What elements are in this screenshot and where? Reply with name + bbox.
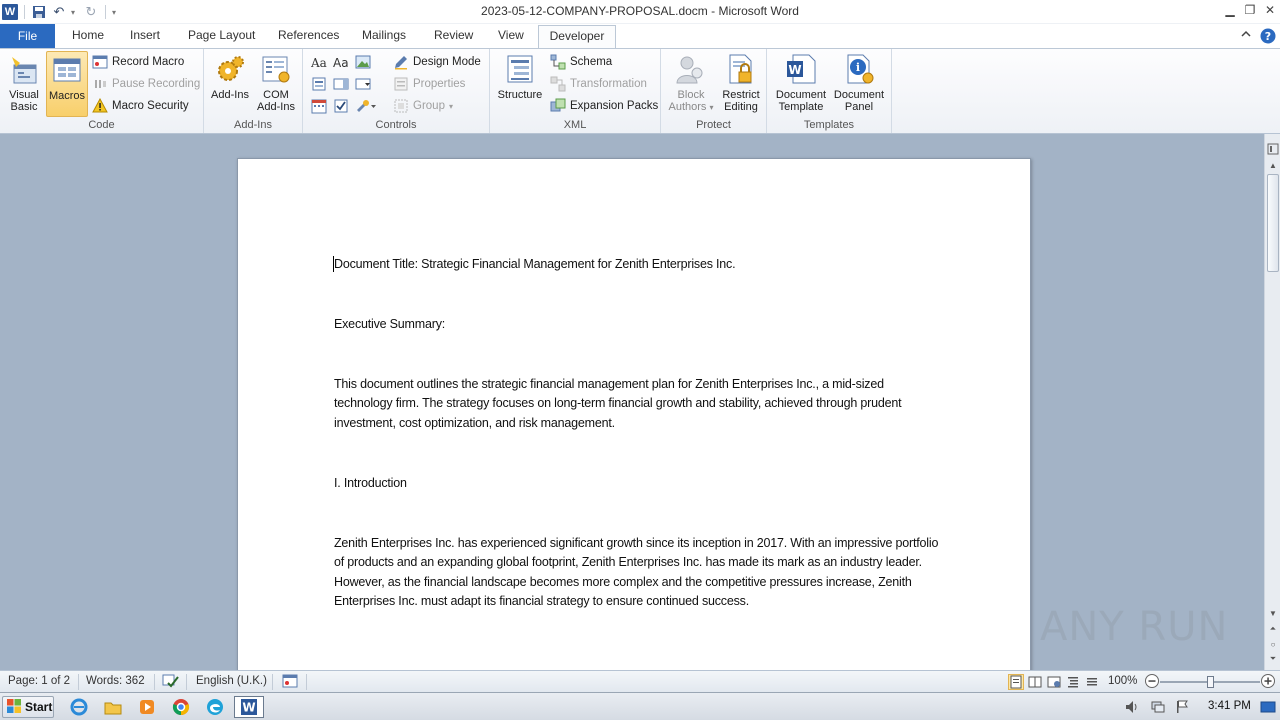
document-template-button[interactable] xyxy=(773,51,829,115)
group-label: Group xyxy=(413,100,445,112)
print-layout-icon[interactable] xyxy=(1008,674,1024,690)
macros-icon xyxy=(51,54,83,86)
schema-icon xyxy=(550,54,566,70)
scroll-thumb[interactable] xyxy=(1267,174,1279,272)
transformation-icon xyxy=(550,76,566,92)
document-panel-button[interactable] xyxy=(831,51,887,115)
picture-content-control-icon[interactable] xyxy=(355,54,371,70)
proofing-icon[interactable] xyxy=(162,673,180,692)
group-dropdown-icon: ▾ xyxy=(448,101,453,111)
word-logo-icon[interactable]: W xyxy=(2,4,18,20)
legacy-tools-icon[interactable] xyxy=(355,98,377,114)
redo-icon[interactable]: ↻ xyxy=(85,4,97,19)
status-separator xyxy=(186,674,187,690)
customize-qat-icon[interactable]: ▾ xyxy=(112,7,117,17)
browse-object-icon[interactable]: ○ xyxy=(1270,639,1276,649)
zoom-in-icon[interactable] xyxy=(1260,673,1276,692)
macro-security-button[interactable] xyxy=(92,96,189,116)
scroll-up-arrow-icon[interactable]: ▲ xyxy=(1269,160,1277,170)
document-area[interactable] xyxy=(0,134,1264,670)
restore-icon[interactable]: ❐ xyxy=(1244,3,1256,17)
start-label: Start xyxy=(25,700,53,714)
group-button[interactable] xyxy=(393,96,453,116)
help-icon[interactable] xyxy=(1260,28,1276,44)
status-separator xyxy=(306,674,307,690)
introduction-heading[interactable]: I. Introduction xyxy=(334,476,407,490)
addins-group xyxy=(204,49,303,133)
tab-file[interactable]: File xyxy=(0,24,55,48)
taskbar xyxy=(0,692,1280,720)
status-separator xyxy=(78,674,79,690)
svg-text:W: W xyxy=(242,700,256,715)
vertical-scrollbar[interactable] xyxy=(1264,134,1280,670)
block-authors-dropdown-icon: ▾ xyxy=(709,103,714,112)
network-icon[interactable] xyxy=(1148,696,1168,718)
record-macro-icon xyxy=(92,54,108,70)
design-mode-icon xyxy=(393,54,409,70)
draft-view-icon[interactable] xyxy=(1084,674,1100,690)
gear-icon xyxy=(214,53,246,85)
svg-text:Aa: Aa xyxy=(333,56,349,70)
date-picker-control-icon[interactable] xyxy=(311,98,327,114)
ruler-toggle-icon[interactable] xyxy=(1265,142,1280,156)
document-template-label-2: Template xyxy=(778,101,824,113)
com-addins-label-1: COM xyxy=(263,89,289,101)
templates-group xyxy=(767,49,892,133)
macros-label: Macros xyxy=(48,90,86,102)
plain-text-content-control-icon[interactable] xyxy=(333,54,349,70)
macro-recording-icon[interactable] xyxy=(282,673,298,692)
svg-text:i: i xyxy=(855,61,861,74)
controls-group-label: Controls xyxy=(375,119,417,131)
word-taskbar-icon[interactable] xyxy=(234,696,264,718)
status-separator xyxy=(272,674,273,690)
internet-explorer-icon[interactable] xyxy=(66,696,92,718)
document-title-paragraph[interactable]: Document Title: Strategic Financial Management for Zenith Enterprises Inc. xyxy=(334,257,736,271)
block-authors-label-2-row xyxy=(667,101,715,114)
full-screen-reading-icon[interactable] xyxy=(1027,674,1043,690)
file-explorer-icon[interactable] xyxy=(100,696,126,718)
chrome-icon[interactable] xyxy=(168,696,194,718)
tab-page-layout[interactable]: Page Layout xyxy=(188,28,256,42)
zoom-out-icon[interactable] xyxy=(1144,673,1160,692)
templates-group-label: Templates xyxy=(803,119,855,131)
pause-recording-button[interactable] xyxy=(92,74,200,94)
document-panel-icon xyxy=(843,53,875,85)
group-icon xyxy=(393,98,409,114)
zoom-slider-thumb[interactable] xyxy=(1207,676,1214,688)
protect-group xyxy=(661,49,767,133)
code-group-label: Code xyxy=(88,119,115,131)
lock-document-icon xyxy=(725,53,757,85)
expansion-packs-icon xyxy=(550,98,566,114)
check-box-control-icon[interactable] xyxy=(333,98,349,114)
clock[interactable]: 3:41 PM xyxy=(1208,700,1251,712)
warning-icon xyxy=(92,98,108,114)
controls-group xyxy=(303,49,490,133)
tab-developer[interactable]: Developer xyxy=(538,25,616,49)
com-addins-icon xyxy=(260,53,292,85)
window-title: 2023-05-12-COMPANY-PROPOSAL.docm - Microsoft Word xyxy=(481,4,799,18)
start-button[interactable] xyxy=(2,696,54,718)
addins-label: Add-Ins xyxy=(211,89,249,101)
minimize-icon[interactable]: ▁ xyxy=(1225,3,1235,17)
title-bar xyxy=(0,0,1280,24)
properties-icon xyxy=(393,76,409,92)
visual-basic-button[interactable] xyxy=(4,51,44,115)
undo-dropdown-icon[interactable]: ▾ xyxy=(71,7,76,17)
restrict-editing-label-2: Editing xyxy=(724,101,758,113)
tab-references[interactable]: References xyxy=(278,28,340,42)
close-icon[interactable]: ✕ xyxy=(1264,3,1276,17)
structure-icon xyxy=(504,53,536,85)
document-template-label-1: Document xyxy=(775,89,827,101)
tab-view[interactable]: View xyxy=(498,28,524,42)
drop-down-list-control-icon[interactable] xyxy=(355,76,371,92)
svg-text:W: W xyxy=(788,63,802,77)
previous-page-icon[interactable]: ⏶ xyxy=(1269,624,1277,633)
ribbon xyxy=(0,48,1280,134)
structure-button[interactable] xyxy=(496,51,544,115)
properties-label: Properties xyxy=(413,78,466,90)
media-player-icon[interactable] xyxy=(134,696,160,718)
expansion-packs-label: Expansion Packs xyxy=(570,100,659,112)
document-panel-label-1: Document xyxy=(833,89,885,101)
visual-basic-label-1: Visual xyxy=(9,89,39,101)
block-authors-button[interactable] xyxy=(667,51,715,115)
zoom-slider[interactable] xyxy=(1160,681,1260,683)
macros-button[interactable] xyxy=(46,51,88,117)
macro-security-label: Macro Security xyxy=(112,100,189,112)
building-block-control-icon[interactable] xyxy=(311,76,327,92)
schema-button[interactable] xyxy=(550,52,612,72)
page-count[interactable]: Page: 1 of 2 xyxy=(8,675,71,687)
record-macro-button[interactable] xyxy=(92,52,184,72)
edge-icon[interactable] xyxy=(202,696,228,718)
restrict-editing-label-1: Restrict xyxy=(722,89,760,101)
action-center-flag-icon[interactable] xyxy=(1172,696,1192,718)
pause-recording-icon xyxy=(92,76,108,92)
restrict-editing-button[interactable] xyxy=(717,51,765,115)
ribbon-tabs xyxy=(0,24,1280,48)
show-desktop-icon[interactable] xyxy=(1258,696,1278,718)
protect-group-label: Protect xyxy=(696,119,731,131)
status-bar xyxy=(0,670,1280,692)
web-layout-icon[interactable] xyxy=(1046,674,1062,690)
scroll-down-arrow-icon[interactable]: ▼ xyxy=(1269,608,1277,618)
design-mode-label: Design Mode xyxy=(413,56,481,68)
addins-group-label: Add-Ins xyxy=(234,119,272,131)
tab-mailings[interactable]: Mailings xyxy=(362,28,407,42)
document-panel-label-2: Panel xyxy=(844,101,874,113)
language[interactable]: English (U.K.) xyxy=(196,675,267,687)
xml-group xyxy=(490,49,661,133)
code-group xyxy=(0,49,204,133)
watermark-logo: ANY RUN xyxy=(1040,604,1229,650)
record-macro-label: Record Macro xyxy=(112,56,185,68)
structure-label: Structure xyxy=(497,89,543,101)
block-authors-label-1: Block xyxy=(677,89,705,101)
tab-review[interactable]: Review xyxy=(434,28,474,42)
svg-text:?: ? xyxy=(1264,30,1272,43)
block-authors-icon xyxy=(675,53,707,85)
com-addins-button[interactable] xyxy=(254,51,298,115)
tab-insert[interactable]: Insert xyxy=(130,28,161,42)
document-template-icon xyxy=(785,53,817,85)
document-page[interactable] xyxy=(237,158,1031,670)
transformation-button[interactable] xyxy=(550,74,647,94)
status-separator xyxy=(154,674,155,690)
visual-basic-icon xyxy=(8,53,40,85)
volume-icon[interactable] xyxy=(1122,696,1142,718)
summary-paragraph[interactable]: This document outlines the strategic financial management plan for Zenith Enterprises Inc., a mid-sized technology firm. The strategy focuses on long-term financial growth and stability, achieved through prudent investment, cost optimization, and risk management. xyxy=(334,377,902,430)
undo-icon[interactable]: ↶ xyxy=(53,4,65,19)
zoom-level[interactable]: 100% xyxy=(1108,675,1138,687)
introduction-paragraph[interactable]: Zenith Enterprises Inc. has experienced significant growth since its inception in 2017. With an impressive portfolio of products and an expanding global footprint, Zenith Enterprises Inc. has made its mark as an industry leader. However, as the financial landscape becomes more complex and the competitive pressures increase, Zenith Enterprises Inc. must adapt its financial strategy to ensure continued success. xyxy=(334,536,939,608)
addins-button[interactable] xyxy=(208,51,252,115)
minimize-ribbon-icon[interactable] xyxy=(1240,28,1252,40)
svg-text:Aa: Aa xyxy=(311,56,327,70)
expansion-packs-button[interactable] xyxy=(550,96,658,116)
com-addins-label-2: Add-Ins xyxy=(257,101,295,113)
window-controls xyxy=(1220,0,1280,20)
rich-text-content-control-icon[interactable] xyxy=(311,54,327,70)
pause-recording-label: Pause Recording xyxy=(112,78,201,90)
tab-home[interactable]: Home xyxy=(72,28,105,42)
schema-label: Schema xyxy=(570,56,613,68)
xml-group-label: XML xyxy=(563,119,587,131)
transformation-label: Transformation xyxy=(570,78,647,90)
word-count[interactable]: Words: 362 xyxy=(86,675,145,687)
design-mode-button[interactable] xyxy=(393,52,481,72)
properties-button[interactable] xyxy=(393,74,465,94)
executive-summary-heading[interactable]: Executive Summary: xyxy=(334,317,446,331)
block-authors-label-2: Authors xyxy=(668,101,707,113)
next-page-icon[interactable]: ⏷ xyxy=(1269,654,1277,663)
combo-box-control-icon[interactable] xyxy=(333,76,349,92)
visual-basic-label-2: Basic xyxy=(10,101,38,113)
windows-logo-icon xyxy=(6,698,22,717)
outline-view-icon[interactable] xyxy=(1065,674,1081,690)
